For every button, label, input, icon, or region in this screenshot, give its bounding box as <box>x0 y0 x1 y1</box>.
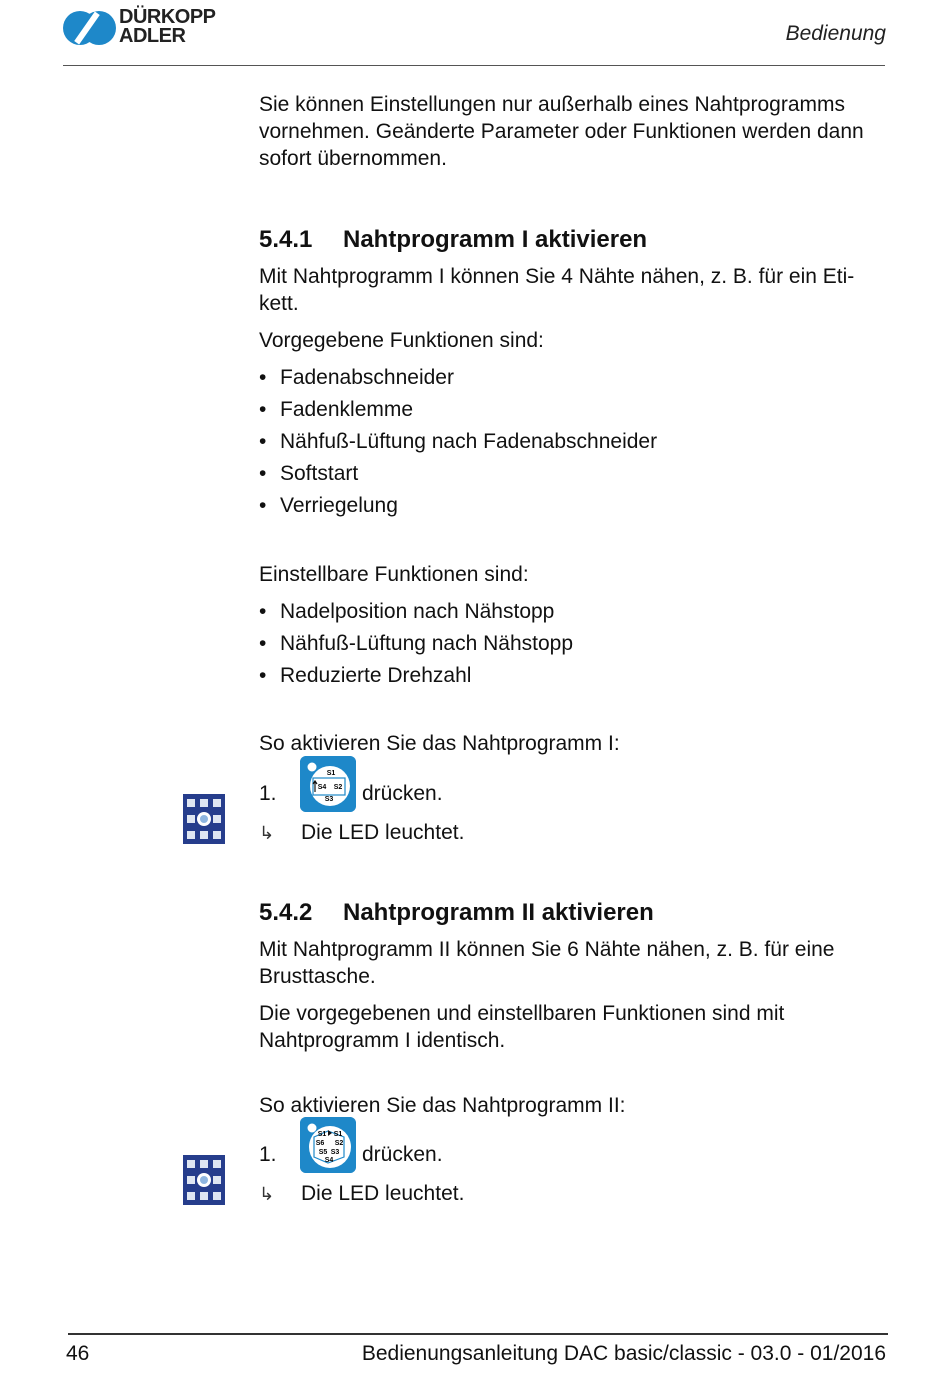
list-item: • Nähfuß-Lüftung nach Nähstopp <box>259 628 889 660</box>
result-arrow-icon: ↳ <box>259 823 275 843</box>
list-item: • Reduzierte Drehzahl <box>259 660 889 692</box>
key-label: S1 <box>317 1131 327 1138</box>
control-panel-icon <box>183 1155 225 1205</box>
step-2-text: drücken. <box>362 1143 443 1166</box>
list-item: • Softstart <box>259 458 889 490</box>
adjustable-heading: Einstellbare Funktionen sind: <box>259 563 529 586</box>
logo-line-1: DÜRKOPP <box>119 6 216 28</box>
howto-program2: So aktivieren Sie das Nahtprogramm II: <box>259 1094 626 1117</box>
adjustable-function-list <box>259 596 889 692</box>
step-1 <box>259 780 277 807</box>
key-label: S3 <box>324 796 334 803</box>
header-divider <box>63 65 885 66</box>
section2-paragraph-2: Die vorgegebenen und einstellbaren Funktionen sind mit Nahtprogramm I identisch. <box>259 1002 785 1052</box>
control-panel-icon <box>183 794 225 844</box>
key-label: S3 <box>330 1149 340 1156</box>
key-label: S1 <box>326 770 336 777</box>
step-2 <box>259 1141 277 1168</box>
key-label: S1 <box>333 1131 343 1138</box>
document-title: Bedienungsanleitung DAC basic/classic - 03.0 - 01/2016 <box>361 1342 886 1365</box>
list-item: • Nadelposition nach Nähstopp <box>259 596 889 628</box>
section-heading-541 <box>259 226 647 254</box>
list-item: • Fadenklemme <box>259 394 889 426</box>
program-2-key[interactable] <box>300 1117 356 1173</box>
footer-divider <box>68 1333 888 1335</box>
preset-function-list <box>259 362 889 522</box>
key-label: S2 <box>334 1140 344 1147</box>
section2-paragraph-1: Mit Nahtprogramm II können Sie 6 Nähte nähen, z. B. für eine Brusttasche. <box>259 938 835 988</box>
preset-heading: Vorgegebene Funktionen sind: <box>259 329 544 352</box>
result-text: Die LED leuchtet. <box>301 1182 465 1205</box>
key-label: S5 <box>318 1149 328 1156</box>
result-arrow-icon: ↳ <box>259 1184 275 1204</box>
key-label: S2 <box>333 784 343 791</box>
step-number: 1. <box>259 1143 277 1166</box>
section1-paragraph: Mit Nahtprogramm I können Sie 4 Nähte nähen, z. B. für ein Eti-kett. <box>259 265 855 315</box>
key-label: S4 <box>324 1157 334 1164</box>
program-1-key[interactable] <box>300 756 356 812</box>
step-1-result <box>259 819 464 847</box>
step-1-text: drücken. <box>362 782 443 805</box>
intro-paragraph: Sie können Einstellungen nur außerhalb eines Nahtprogramms vornehmen. Geänderte Parameter oder Funktionen werden dann sofort übernommen. <box>259 93 864 170</box>
section-number: 5.4.1 <box>259 226 313 253</box>
step-2-result <box>259 1180 464 1208</box>
step-number: 1. <box>259 782 277 805</box>
howto-program1: So aktivieren Sie das Nahtprogramm I: <box>259 732 620 755</box>
key-label: S6 <box>315 1140 325 1147</box>
company-logo <box>62 8 232 48</box>
section-title: Nahtprogramm II aktivieren <box>343 899 654 926</box>
page-number: 46 <box>66 1342 90 1365</box>
result-text: Die LED leuchtet. <box>301 821 465 844</box>
list-item: • Fadenabschneider <box>259 362 889 394</box>
section-title: Nahtprogramm I aktivieren <box>343 226 648 253</box>
logo-mark-icon <box>62 8 116 48</box>
key-label: S4 <box>317 784 327 791</box>
list-item: • Verriegelung <box>259 490 889 522</box>
section-number: 5.4.2 <box>259 899 313 926</box>
list-item: • Nähfuß-Lüftung nach Fadenabschneider <box>259 426 889 458</box>
logo-line-2: ADLER <box>119 25 186 47</box>
header-section-title: Bedienung <box>785 22 886 45</box>
section-heading-542 <box>259 899 654 927</box>
